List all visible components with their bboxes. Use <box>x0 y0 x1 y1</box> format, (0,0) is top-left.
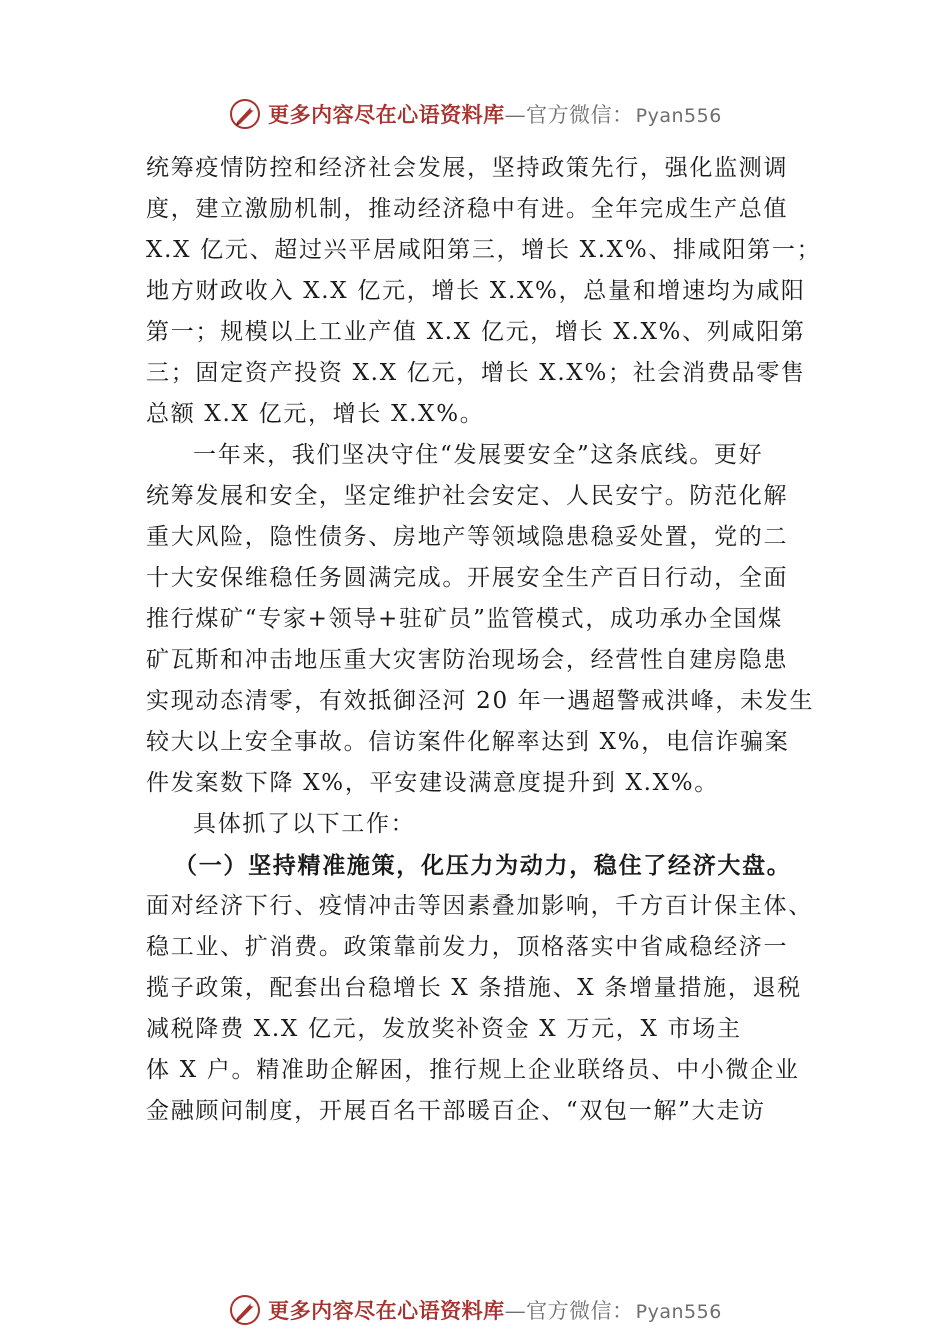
text-line: 体 X 户。精准助企解困，推行规上企业联络员、中小微企业 <box>146 1057 800 1083</box>
pen-logo-icon <box>228 1293 262 1327</box>
text-line: 十大安保维稳任务圆满完成。开展安全生产百日行动，全面 <box>146 565 789 591</box>
header-wechat-id: Pyan556 <box>635 105 722 127</box>
header-text <box>268 99 722 129</box>
footer-sub-text: —官方微信： <box>504 1299 634 1323</box>
paragraph-start-line: 一年来，我们坚决守住“发展要安全”这条底线。更好 <box>193 442 764 468</box>
footer-wechat-id: Pyan556 <box>635 1301 722 1323</box>
text-line: 第一；规模以上工业产值 X.X 亿元，增长 X.X%、列咸阳第 <box>146 319 806 345</box>
text-line: 总额 X.X 亿元，增长 X.X%。 <box>146 401 485 427</box>
header-sub-text: —官方微信： <box>504 103 634 127</box>
document-body <box>146 148 822 1132</box>
text-line: 揽子政策，配套出台稳增长 X 条措施、X 条增量措施，退税 <box>146 975 802 1001</box>
text-line: 金融顾问制度，开展百名干部暖百企、“双包一解”大走访 <box>146 1098 766 1124</box>
text-line: 实现动态清零，有效抵御泾河 20 年一遇超警戒洪峰，未发生 <box>146 688 815 714</box>
text-line: 统筹发展和安全，坚定维护社会安定、人民安宁。防范化解 <box>146 483 789 509</box>
text-line: 较大以上安全事故。信访案件化解率达到 X%，电信诈骗案 <box>146 729 790 755</box>
header-banner <box>0 94 950 134</box>
text-line: 矿瓦斯和冲击地压重大灾害防治现场会，经营性自建房隐患 <box>146 647 789 673</box>
text-line: 稳工业、扩消费。政策靠前发力，顶格落实中省咸稳经济一 <box>146 934 789 960</box>
text-line: 重大风险，隐性债务、房地产等领域隐患稳妥处置，党的二 <box>146 524 789 550</box>
section-heading: （一）坚持精准施策，化压力为动力，稳住了经济大盘。 <box>174 852 792 879</box>
text-line: 减税降费 X.X 亿元，发放奖补资金 X 万元，X 市场主 <box>146 1016 742 1042</box>
header-main-text: 更多内容尽在心语资料库 <box>268 102 505 127</box>
text-line: 推行煤矿“专家+领导+驻矿员”监管模式，成功承办全国煤 <box>146 606 783 632</box>
footer-main-text: 更多内容尽在心语资料库 <box>268 1298 505 1323</box>
text-line: 件发案数下降 X%，平安建设满意度提升到 X.X%。 <box>146 770 719 796</box>
text-line: 度，建立激励机制，推动经济稳中有进。全年完成生产总值 <box>146 196 789 222</box>
text-line: X.X 亿元、超过兴平居咸阳第三，增长 X.X%、排咸阳第一； <box>146 237 822 263</box>
footer-text <box>268 1295 722 1325</box>
footer-banner <box>0 1290 950 1330</box>
text-line: 地方财政收入 X.X 亿元，增长 X.X%，总量和增速均为咸阳 <box>146 278 806 304</box>
text-line: 统筹疫情防控和经济社会发展，坚持政策先行，强化监测调 <box>146 155 789 181</box>
text-line: 三；固定资产投资 X.X 亿元，增长 X.X%；社会消费品零售 <box>146 360 806 386</box>
pen-logo-icon <box>228 97 262 131</box>
paragraph-start-line: 具体抓了以下工作： <box>193 811 416 837</box>
text-line: 面对经济下行、疫情冲击等因素叠加影响，千方百计保主体、 <box>146 893 813 919</box>
